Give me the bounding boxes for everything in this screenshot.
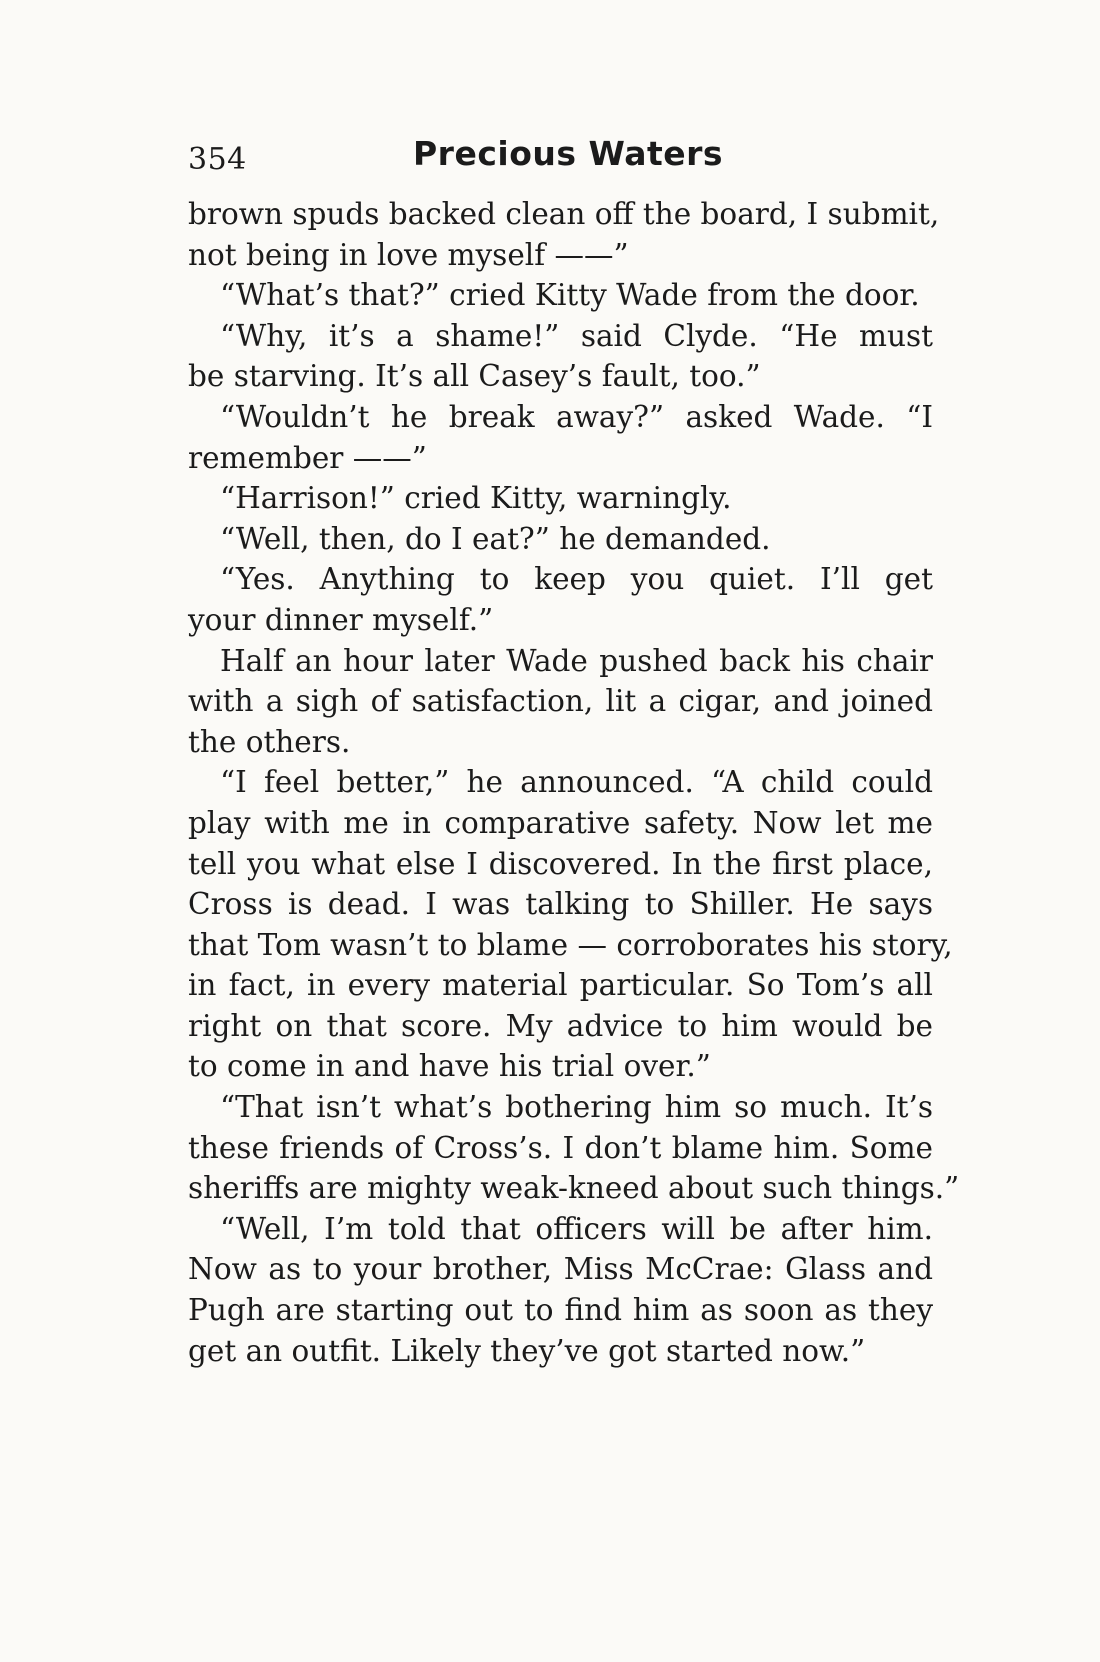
text-line: “Yes. Anything to keep you quiet. I’ll get: [220, 562, 933, 597]
text-line: with a sigh of satisfaction, lit a cigar, and joined: [188, 684, 933, 719]
text-line: in fact, in every material particular. So Tom’s all: [188, 968, 933, 1003]
text-line: “What’s that?” cried Kitty Wade from the door.: [220, 278, 920, 313]
text-line: “That isn’t what’s bothering him so much. It’s: [220, 1090, 933, 1125]
text-line: Cross is dead. I was talking to Shiller. He says: [188, 887, 933, 922]
body-text: [188, 194, 960, 1371]
text-line: to come in and have his trial over.”: [188, 1049, 711, 1084]
text-line: “Well, I’m told that officers will be after him.: [220, 1211, 933, 1246]
text-line: Now as to your brother, Miss McCrae: Glass and: [188, 1252, 933, 1287]
text-line: “Why, it’s a shame!” said Clyde. “He must: [220, 318, 933, 353]
text-line: that Tom wasn’t to blame — corroborates his story,: [188, 927, 953, 962]
text-line: get an outfit. Likely they’ve got started now.”: [188, 1333, 866, 1368]
text-line: sheriffs are mighty weak-kneed about such things.”: [188, 1171, 960, 1206]
text-line: tell you what else I discovered. In the first place,: [188, 846, 933, 881]
text-line: “Harrison!” cried Kitty, warningly.: [220, 481, 732, 516]
text-line: your dinner myself.”: [188, 602, 494, 637]
text-line: the others.: [188, 724, 351, 759]
text-line: Pugh are starting out to find him as soon as they: [188, 1293, 933, 1328]
text-line: brown spuds backed clean off the board, I submit,: [188, 197, 940, 231]
text-line: “Wouldn’t he break away?” asked Wade. “I: [220, 399, 933, 434]
text-line: be starving. It’s all Casey’s fault, too.”: [188, 359, 761, 394]
text-line: remember ——”: [188, 440, 427, 475]
text-line: not being in love myself ——”: [188, 237, 629, 272]
running-title: Precious Waters: [413, 134, 724, 173]
text-line: “Well, then, do I eat?” he demanded.: [220, 521, 771, 556]
running-head: [188, 134, 933, 184]
page-number: 354: [188, 142, 247, 177]
text-line: Half an hour later Wade pushed back his chair: [220, 643, 933, 678]
text-line: “I feel better,” he announced. “A child could: [220, 765, 933, 800]
text-line: these friends of Cross’s. I don’t blame him. Some: [188, 1130, 933, 1165]
text-line: right on that score. My advice to him would be: [188, 1008, 933, 1043]
text-line: play with me in comparative safety. Now let me: [188, 805, 933, 840]
